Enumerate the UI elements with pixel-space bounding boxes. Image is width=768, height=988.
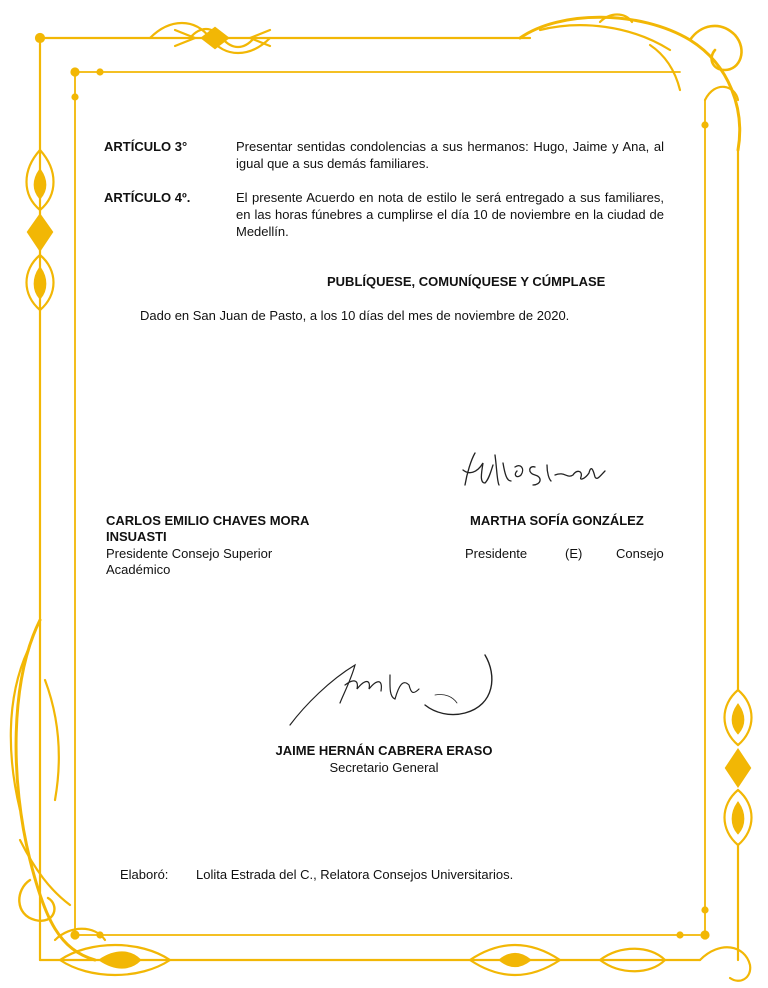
- signatory-left-name-line2: INSUASTI: [106, 529, 167, 544]
- signatory-left-role-line2: Académico: [106, 562, 171, 577]
- article-3-text: Presentar sentidas condolencias a sus hermanos: Hugo, Jaime y Ana, al igual que a sus demás familiares.: [236, 139, 664, 171]
- signatory-right-name: MARTHA SOFÍA GONZÁLEZ: [470, 513, 644, 528]
- signatory-right-role-word3: Consejo: [616, 546, 664, 561]
- signatory-right-role-word2: (E): [565, 546, 583, 561]
- signature-jaime: [285, 645, 505, 735]
- footer-label: Elaboró:: [120, 867, 169, 882]
- proclamation: PUBLÍQUESE, COMUNÍQUESE Y CÚMPLASE: [327, 274, 606, 289]
- article-4-text: El presente Acuerdo en nota de estilo le será entregado a sus familiares, en las horas fúnebres a cumplirse el día 10 de noviembre en la ciudad de Medellín.: [236, 190, 664, 239]
- signatory-left-name-line1: CARLOS EMILIO CHAVES MORA: [106, 513, 310, 528]
- signatory-bottom-role: Secretario General: [329, 760, 439, 775]
- article-4-label: ARTÍCULO 4º.: [104, 190, 191, 205]
- signatory-left-role-line1: Presidente Consejo Superior: [106, 546, 273, 561]
- signatory-bottom-name: JAIME HERNÁN CABRERA ERASO: [275, 743, 493, 758]
- signature-martha: [455, 445, 635, 505]
- signatory-right-role-word1: Presidente: [465, 546, 528, 561]
- article-3-label: ARTÍCULO 3°: [104, 139, 188, 154]
- footer-text: Lolita Estrada del C., Relatora Consejos Universitarios.: [196, 867, 514, 882]
- dated-line: Dado en San Juan de Pasto, a los 10 días del mes de noviembre de 2020.: [140, 308, 570, 323]
